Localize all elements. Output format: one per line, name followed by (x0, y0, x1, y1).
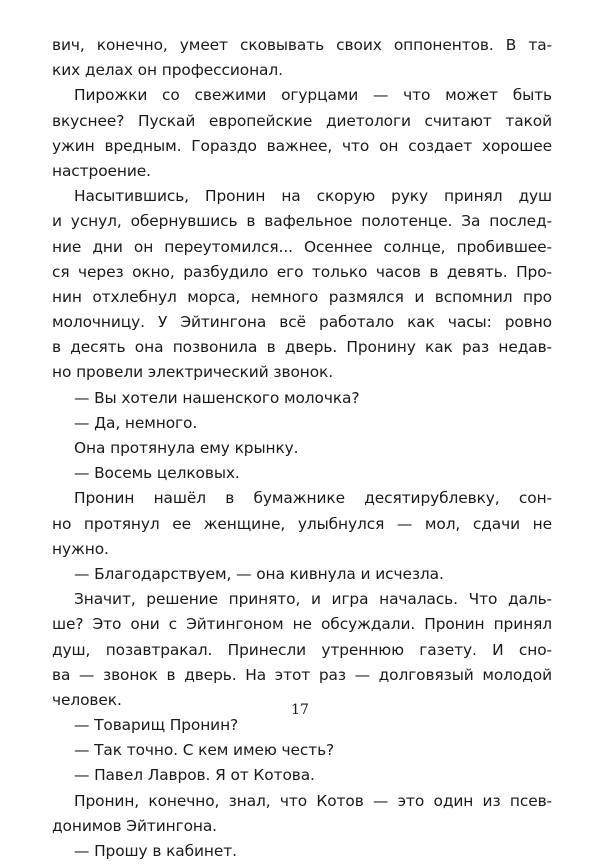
text-line: — Товарищ Пронин? (74, 716, 239, 735)
text-line: Насытившись, Пронин на скорую руку принял душ (74, 187, 552, 206)
text-line: — Вы хотели нашенского молочка? (74, 388, 360, 407)
text-line: — Благодарствуем, — она кивнула и исчезла. (74, 564, 444, 583)
text-line: — Павел Лавров. Я от Котова. (74, 766, 315, 785)
text-line: Она протянула ему крынку. (74, 439, 299, 457)
text-line: и уснул, обернувшись в вафельное полотенце. За послед- (52, 212, 552, 231)
text-line: Пронин, конечно, знал, что Котов — это один из псев- (74, 791, 552, 810)
text-line: нужно. (52, 539, 109, 558)
text-line: Пирожки со свежими огурцами — что может быть (74, 86, 552, 105)
text-line: вкуснее? Пускай европейские диетологи считают такой (52, 111, 552, 130)
text-line: ва — звонок в дверь. На этот раз — долговязый молодой (52, 665, 552, 684)
text-line: настроение. (52, 161, 151, 180)
text-line: Значит, решение принято, и игра началась. Что даль- (74, 590, 552, 609)
text-line: молочницу. У Эйтингона всё работало как часы: ровно (52, 313, 552, 332)
text-line: душ, позавтракал. Принесли утреннюю газету. И сно- (52, 640, 552, 659)
text-line: — Так точно. С кем имею честь? (74, 741, 335, 760)
text-line: ужин вредным. Гораздо важнее, что он создает хорошее (52, 136, 552, 155)
text-line: ше? Это они с Эйтингоном не обсуждали. Пронин принял (52, 615, 552, 634)
page-number: 17 (291, 702, 309, 718)
text-line: — Да, немного. (74, 413, 198, 432)
text-line: но провели электрический звонок. (52, 363, 334, 382)
text-line: ние дни он переутомился... Осеннее солнце, пробившее- (52, 237, 552, 256)
body-text (52, 33, 552, 864)
text-line: Пронин нашёл в бумажнике десятирублевку, сон- (74, 489, 552, 508)
text-line: донимов Эйтингона. (52, 816, 217, 835)
text-line: вич, конечно, умеет сковывать своих оппонентов. В та- (52, 36, 552, 54)
text-line: нин отхлебнул морса, немного размялся и вспомнил про (52, 287, 552, 306)
text-line: — Восемь целковых. (74, 464, 240, 483)
text-line: но протянул ее женщине, улыбнулся — мол, сдачи не (52, 514, 552, 533)
text-line: ся через окно, разбудило его только часов в девять. Про- (52, 262, 552, 281)
text-line: в десять она позвонила в дверь. Пронину как раз недав- (52, 338, 552, 357)
text-line: — Прошу в кабинет. (74, 842, 237, 860)
text-line: ких делах он профессионал. (52, 61, 283, 80)
text-line: человек. (52, 690, 122, 709)
